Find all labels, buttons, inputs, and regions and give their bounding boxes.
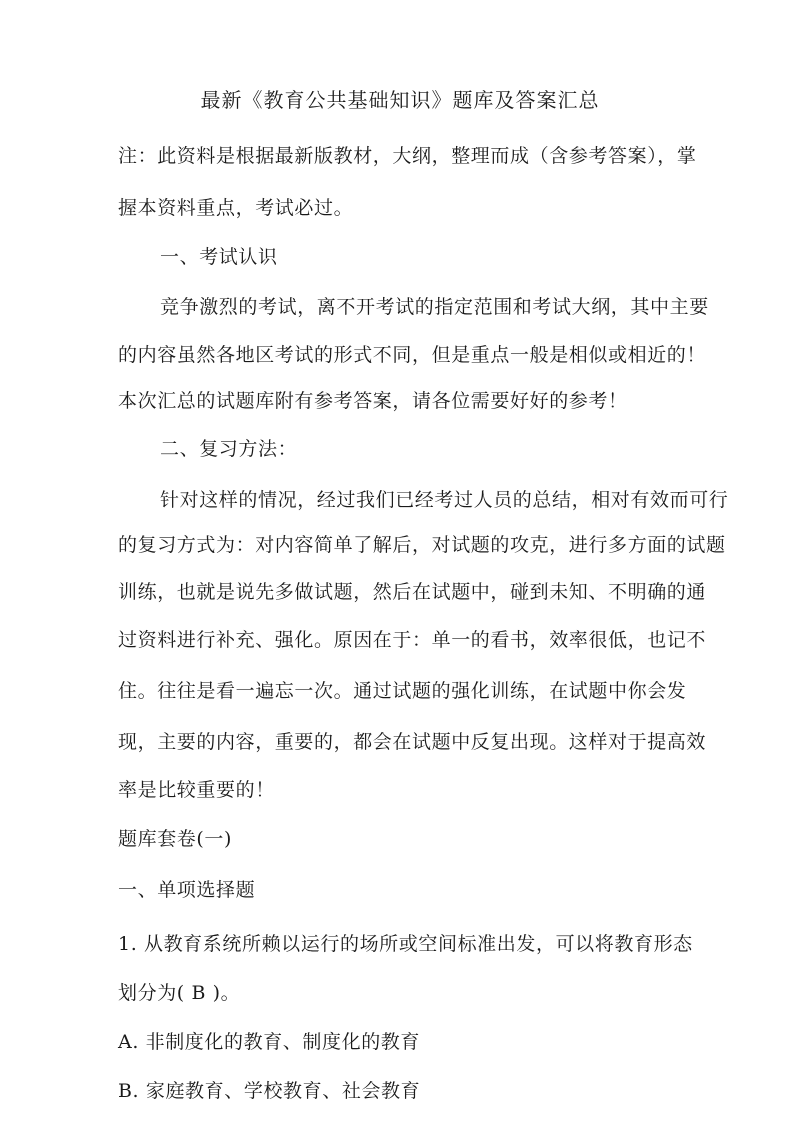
document-title: 最新《教育公共基础知识》题库及答案汇总 <box>200 88 600 112</box>
paragraph-line: 过资料进行补充、强化。原因在于：单一的看书，效率很低，也记不 <box>118 629 707 651</box>
note-line-1: 注：此资料是根据最新版教材，大纲，整理而成（含参考答案），掌 <box>118 145 697 167</box>
question-part-heading: 一、单项选择题 <box>118 879 256 901</box>
question-set-heading: 题库套卷(一) <box>118 828 233 850</box>
paragraph-line: 现，主要的内容，重要的，都会在试题中反复出现。这样对于提高效 <box>118 731 707 753</box>
question-1-option-a: A. 非制度化的教育、制度化的教育 <box>118 1031 421 1053</box>
question-1-line-2: 划分为( B )。 <box>118 982 241 1004</box>
paragraph-line: 住。往往是看一遍忘一次。通过试题的强化训练，在试题中你会发 <box>118 680 687 702</box>
paragraph-line: 的复习方式为：对内容简单了解后，对试题的攻克，进行多方面的试题 <box>118 534 726 556</box>
note-line-2: 握本资料重点，考试必过。 <box>118 197 354 219</box>
section-heading-exam-understanding: 一、考试认识 <box>160 246 278 268</box>
paragraph-line: 训练，也就是说先多做试题，然后在试题中，碰到未知、不明确的通 <box>118 581 707 603</box>
question-1-option-b: B. 家庭教育、学校教育、社会教育 <box>118 1080 421 1102</box>
section-heading-review-method: 二、复习方法： <box>160 438 298 460</box>
paragraph-line: 本次汇总的试题库附有参考答案，请各位需要好好的参考！ <box>118 390 628 412</box>
paragraph-line: 竞争激烈的考试，离不开考试的指定范围和考试大纲，其中主要 <box>160 296 709 318</box>
paragraph-line: 针对这样的情况，经过我们已经考过人员的总结，相对有效而可行 <box>160 489 729 511</box>
paragraph-line: 率是比较重要的！ <box>118 779 275 801</box>
paragraph-line: 的内容虽然各地区考试的形式不同，但是重点一般是相似或相近的！ <box>118 344 707 366</box>
question-1-line-1: 1. 从教育系统所赖以运行的场所或空间标准出发，可以将教育形态 <box>118 933 693 955</box>
